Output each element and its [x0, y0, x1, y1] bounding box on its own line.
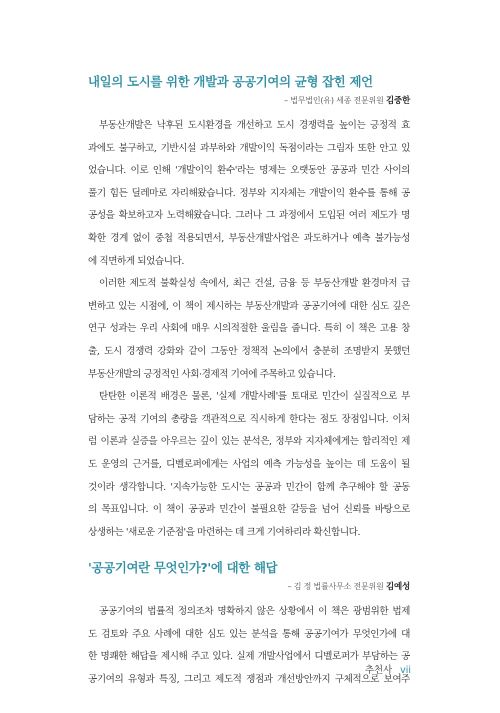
text-line: 도 검토와 주요 사례에 대한 심도 있는 분석을 통해 공공기여가 무엇인가에 대	[88, 628, 410, 640]
text-line: 상생하는 '새로운 기준점'을 마련하는 데 크게 기여하리라 확신합니다.	[88, 526, 361, 538]
text-line: 과에도 불구하고, 기반시설 과부하와 개발이익 독점이라는 그림자 또한 안고 있	[88, 142, 410, 154]
text-line: 담하는 공적 기여의 총량을 객관적으로 직시하게 한다는 점도 장점입니다. 이처	[88, 413, 410, 425]
byline-author-name: 김예성	[385, 582, 410, 593]
text-line: 부동산개발의 긍정적인 사회·경제적 기여에 주목하고 있습니다.	[88, 368, 336, 380]
footer-label: 추천사	[365, 665, 393, 676]
text-line: 었습니다. 이로 인해 '개발이익 환수'라는 명제는 오랫동안 공공과 민간 사이의	[88, 165, 410, 177]
page-footer	[365, 662, 411, 676]
page-number: vii	[400, 665, 411, 676]
text-line: 공성을 확보하고자 노력해왔습니다. 그러나 그 과정에서 도입된 여러 제도가 명	[88, 210, 410, 222]
paragraph-3	[88, 386, 410, 544]
text-line: 럼 이론과 실증을 아우르는 깊이 있는 분석은, 정부와 지자체에게는 합리적인 제	[88, 436, 410, 448]
byline-author-name: 김중한	[385, 96, 410, 106]
text-line: 이러한 제도적 불확실성 속에서, 최근 건설, 금융 등 부동산개발 환경마저 급	[99, 278, 410, 290]
text-line: 것이라 생각합니다. '지속가능한 도시'는 공공과 민간이 함께 추구해야 할 공동	[88, 481, 410, 493]
page-content	[88, 62, 410, 692]
byline-section1	[88, 94, 410, 106]
text-line: 의 목표입니다. 이 책이 공공과 민간이 불필요한 갈등을 넘어 신뢰를 바탕으로	[88, 504, 410, 516]
paragraph-4	[88, 601, 410, 691]
text-line: 공공기여의 법률적 정의조차 명확하지 않은 상황에서 이 책은 광범위한 법제	[99, 606, 410, 618]
byline-role: – 법무법인(유) 세종 전문위원	[284, 96, 386, 105]
text-line: 한 명쾌한 해답을 제시해 주고 있다. 실제 개발사업에서 디벨로퍼가 부담하는 공	[88, 651, 410, 663]
text-line: 에 직면하게 되었습니다.	[88, 255, 184, 267]
section-title-what-is-public-contribution: '공공기여란 무엇인가?'에 대한 해답	[88, 560, 278, 576]
paragraph-2	[88, 273, 410, 386]
byline-role: – 김 정 법률사무소 전문위원	[287, 582, 386, 592]
section-title-balanced-proposal: 내일의 도시를 위한 개발과 공공기여의 균형 잡힌 제언	[88, 74, 373, 89]
byline-section2	[88, 580, 410, 592]
text-line: 탄탄한 이론적 배경은 물론, '실제 개발사례'를 토대로 민간이 실질적으로 부	[99, 391, 410, 403]
text-line: 연구 성과는 우리 사회에 매우 시의적절한 울림을 줍니다. 특히 이 책은 고용 창	[88, 323, 410, 335]
text-line: 변하고 있는 시점에, 이 책이 제시하는 부동산개발과 공공기여에 대한 심도 깊은	[88, 300, 410, 312]
text-line: 풀기 힘든 딜레마로 자리해왔습니다. 정부와 지자체는 개발이익 환수를 통해 공	[88, 187, 410, 199]
text-line: 출, 도시 경쟁력 강화와 같이 그동안 정책적 논의에서 충분히 조명받지 못했던	[88, 345, 410, 357]
text-line: 확한 경계 없이 중첩 적용되면서, 부동산개발사업은 과도하거나 예측 불가능성	[88, 232, 410, 244]
text-line: 도 운영의 근거를, 디벨로퍼에게는 사업의 예측 가능성을 높이는 데 도움이 될	[88, 458, 410, 470]
text-line: 공기여의 유형과 특징, 그리고 제도적 쟁점과 개선방안까지 구체적으로 보여주	[88, 674, 410, 686]
text-line: 부동산개발은 낙후된 도시환경을 개선하고 도시 경쟁력을 높이는 긍정적 효	[99, 120, 410, 131]
paragraph-1	[88, 115, 410, 273]
